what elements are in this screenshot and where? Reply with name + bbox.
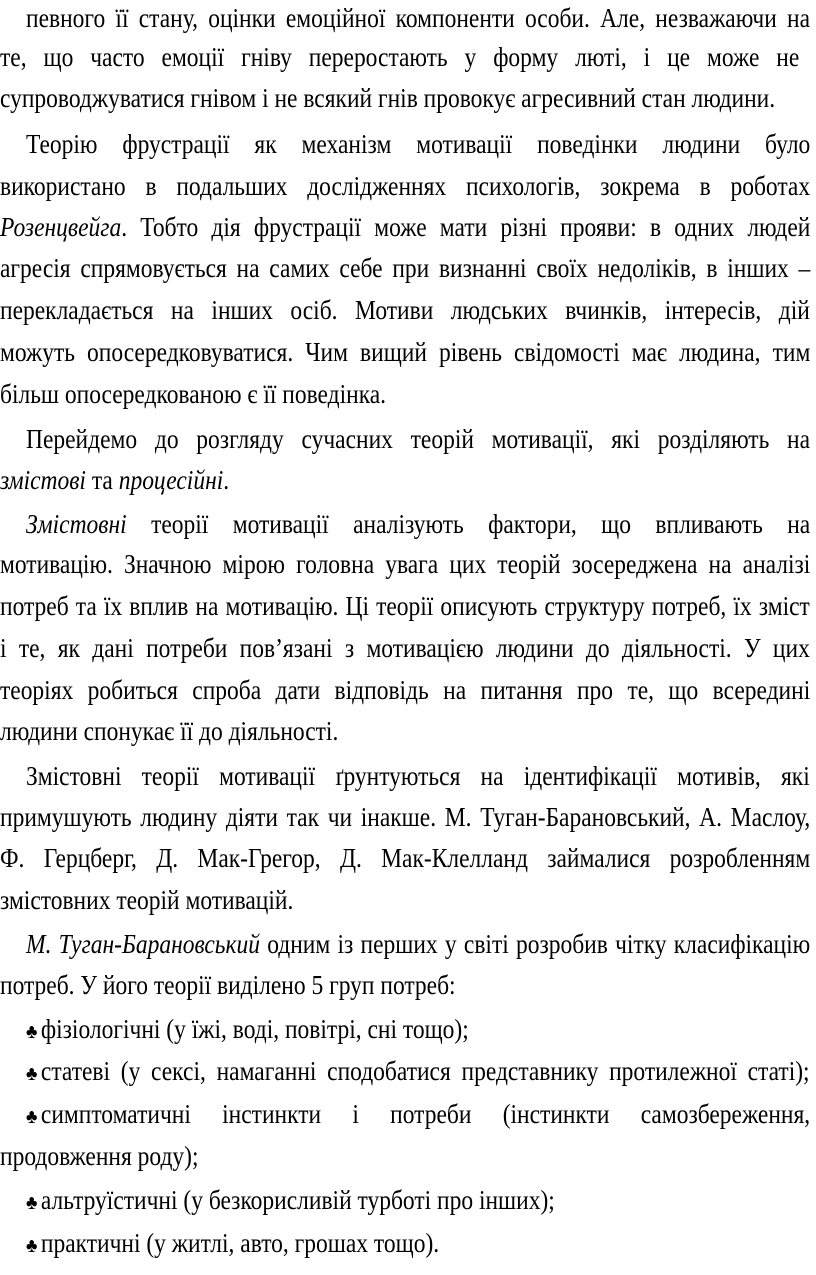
text-line [0, 843, 810, 873]
text-segment: використано в подальших дослідженнях психологів, зокрема в роботах [0, 171, 811, 201]
italic-text: змістові [0, 465, 86, 495]
text-segment: мотивацію. Значною мірою головна увага цих теорій зосереджена на аналізі [0, 549, 811, 579]
club-bullet-icon: ♣ [26, 1063, 38, 1085]
club-bullet-icon: ♣ [26, 1021, 38, 1043]
text-line [26, 3, 810, 33]
text-segment: можуть опосередковуватися. Чим вищий рівень свідомості має людина, тим [0, 337, 811, 367]
italic-text: М. Туган-Барановський [26, 929, 260, 959]
text-segment: . Тобто дія фрустрації може мати різні прояви: в одних людей [121, 212, 811, 242]
text-segment: змістовних теорій мотивацій. [0, 885, 294, 915]
text-line [0, 253, 810, 283]
text-line [26, 761, 810, 791]
text-line [0, 42, 799, 72]
text-line [0, 212, 810, 242]
text-segment: перекладається на інших осіб. Мотиви людських вчинків, інтересів, дій [0, 295, 810, 325]
text-line [0, 83, 775, 113]
text-line [26, 424, 810, 454]
club-bullet-icon: ♣ [26, 1106, 38, 1128]
text-line [26, 129, 810, 159]
text-line [0, 337, 810, 367]
text-segment: . [223, 465, 230, 495]
text-segment: потреб та їх вплив на мотивацію. Ці теорії описують структуру потреб, їх зміст [0, 591, 810, 621]
text-segment: практичні (у житлі, авто, грошах тощо). [40, 1228, 440, 1258]
text-segment: і те, як дані потреби пов’язані з мотивацією людини до діяльності. У цих [0, 633, 810, 663]
text-line [0, 633, 810, 663]
text-segment: більш опосередкованою є її поведінка. [0, 379, 387, 409]
text-segment: теорії мотивації аналізують фактори, що впливають на [126, 509, 811, 539]
text-segment: Перейдемо до розгляду сучасних теорій мотивації, які розділяють на [26, 424, 811, 454]
text-segment: Змістовні теорії мотивації ґрунтуються на ідентифікації мотивів, які [26, 761, 810, 791]
text-segment: потреб. У його теорії виділено 5 груп потреб: [0, 970, 456, 1000]
text-line [0, 591, 810, 621]
italic-text: Розенцвейга [0, 212, 122, 242]
text-line [0, 675, 810, 705]
text-segment: продовження роду); [0, 1141, 199, 1171]
text-segment: теоріях робиться спроба дати відповідь на питання про те, що всередині [0, 675, 811, 705]
text-segment: та [85, 465, 119, 495]
text-segment: статеві (у сексі, намаганні сподобатися представнику протилежної статі); [40, 1056, 810, 1086]
text-segment: агресія спрямовується на самих себе при визнанні своїх недоліків, в інших – [0, 253, 811, 283]
text-line [0, 716, 338, 746]
club-bullet-icon: ♣ [26, 1192, 38, 1214]
bullet-list-item [26, 1185, 555, 1218]
bullet-list-item [26, 1056, 810, 1089]
bullet-list-item [26, 1099, 810, 1132]
club-bullet-icon: ♣ [26, 1235, 38, 1257]
bullet-list-item [26, 1228, 439, 1261]
text-segment: супроводжуватися гнівом і не всякий гнів провокує агресивний стан людини. [0, 83, 776, 113]
italic-text: процесійні [118, 465, 224, 495]
text-segment: певного її стану, оцінки емоційної компоненти особи. Але, незважаючи на [26, 3, 811, 33]
italic-text: Змістовні [26, 509, 127, 539]
text-line [26, 509, 810, 539]
text-segment: Теорію фрустрації як механізм мотивації поведінки людини було [26, 129, 811, 159]
text-segment: альтруїстичні (у безкорисливій турботі про інших); [40, 1185, 555, 1215]
text-segment: Ф. Герцберг, Д. Мак-Грегор, Д. Мак-Клелланд займалися розробленням [0, 843, 811, 873]
text-line [0, 295, 810, 325]
text-line [0, 379, 386, 409]
text-line [26, 929, 810, 959]
text-segment: симптоматичні інстинкти і потреби (інстинкти самозбереження, [40, 1099, 811, 1129]
text-line [0, 970, 456, 1000]
text-line [0, 549, 810, 579]
bullet-list-item [26, 1014, 469, 1047]
text-line [0, 802, 810, 832]
text-segment: примушують людину діяти так чи інакше. М. Туган-Барановський, А. Маслоу, [0, 802, 811, 832]
text-line [0, 1141, 199, 1171]
text-segment: те, що часто емоції гніву переростають у форму люті, і це може не [0, 42, 800, 72]
text-line [0, 465, 229, 495]
text-segment: фізіологічні (у їжі, воді, повітрі, сні тощо); [40, 1014, 469, 1044]
text-line [0, 171, 810, 201]
text-segment: одним із перших у світі розробив чітку класифікацію [259, 929, 811, 959]
text-segment: людини спонукає її до діяльності. [0, 716, 339, 746]
text-line [0, 885, 293, 915]
